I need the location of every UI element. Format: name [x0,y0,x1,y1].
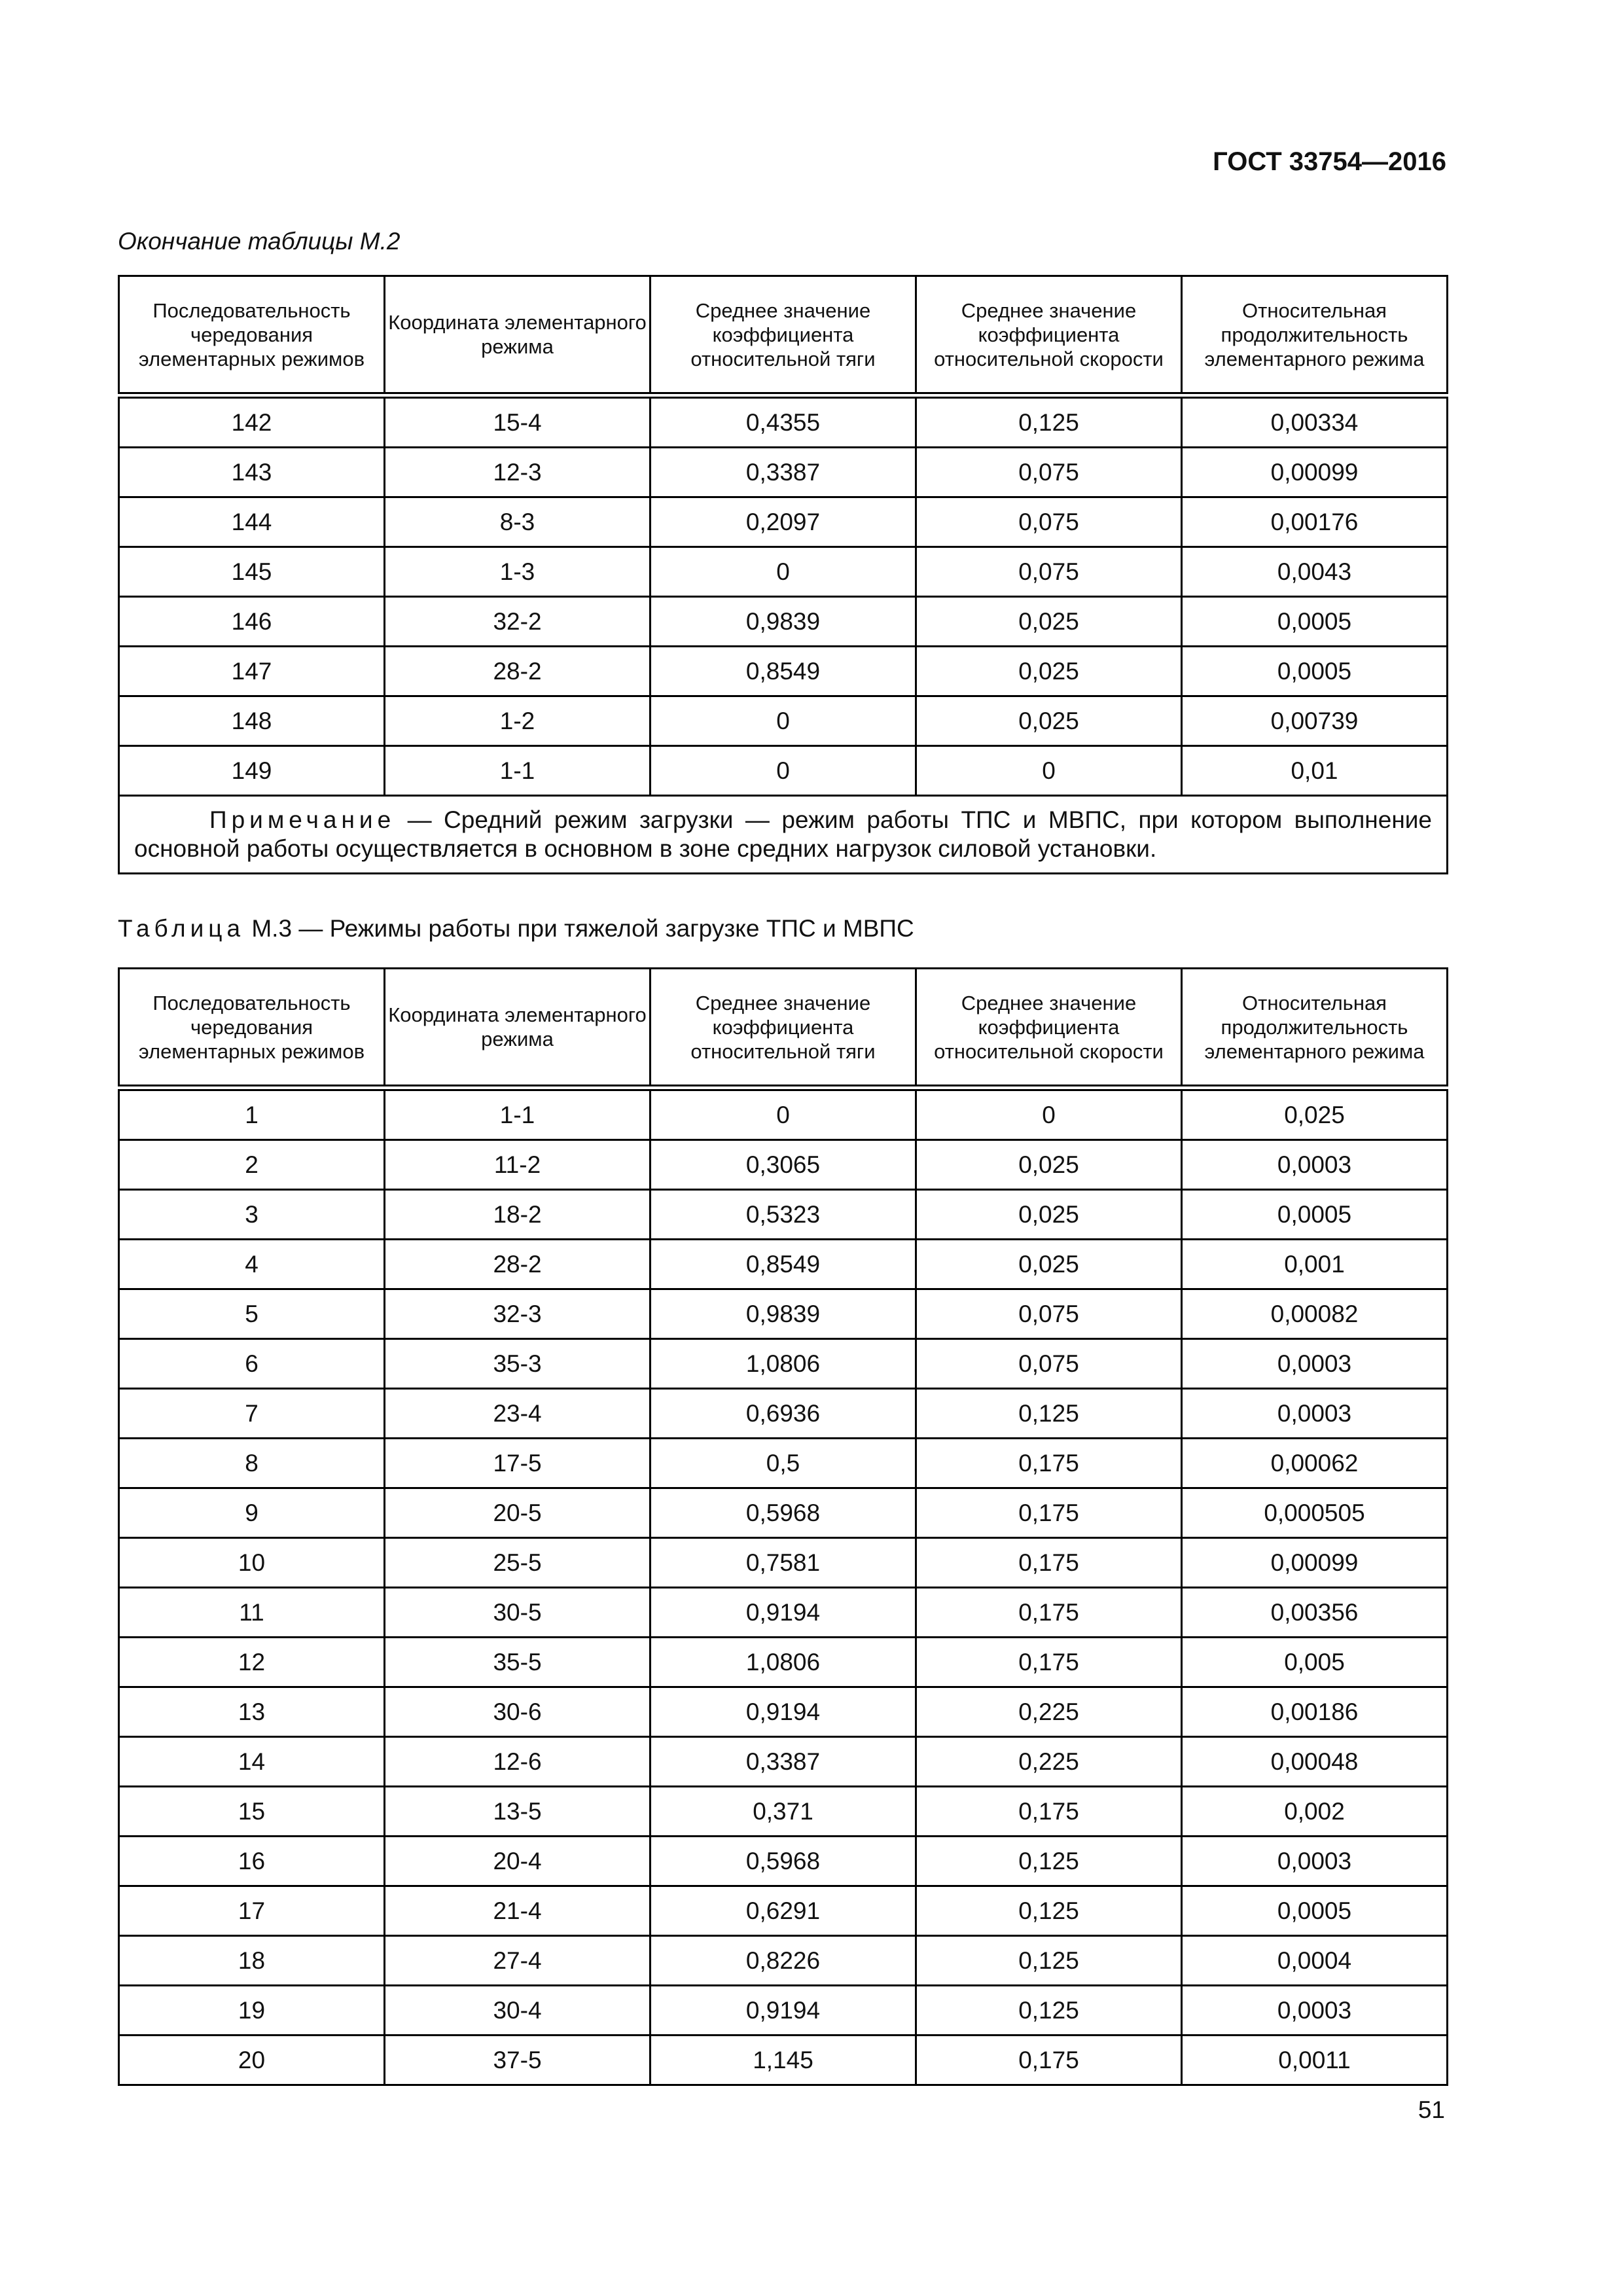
table-cell: 6 [119,1339,385,1389]
table-cell: 0,175 [916,2036,1182,2085]
table-row [119,1936,1448,1986]
table-cell: 0,9194 [651,1986,916,2036]
table-cell: 0 [651,746,916,796]
table-cell: 0,5968 [651,1488,916,1538]
table-cell: 1-3 [385,547,651,597]
table-cell: 0,0003 [1182,1389,1448,1439]
table-m3 [118,967,1448,2086]
table-cell: 0,00739 [1182,696,1448,746]
column-header-duration: Относительная продолжительность элементарного режима [1182,276,1448,396]
table-cell: 0,175 [916,1787,1182,1837]
column-header-coordinate: Координата элементарного режима [385,969,651,1088]
table-row [119,547,1448,597]
table-cell: 8 [119,1439,385,1488]
column-header-sequence: Последовательность чередования элементарных режимов [119,969,385,1088]
table-cell: 0,000505 [1182,1488,1448,1538]
column-header-speed: Среднее значение коэффициента относительной скорости [916,276,1182,396]
table-cell: 0,075 [916,497,1182,547]
table-cell: 0,0003 [1182,1837,1448,1886]
table-row [119,1190,1448,1240]
table-cell: 32-2 [385,597,651,647]
table-cell: 0,0003 [1182,1140,1448,1190]
table-cell: 0,125 [916,1936,1182,1986]
table-cell: 5 [119,1289,385,1339]
table-cell: 0,075 [916,1289,1182,1339]
table-row [119,647,1448,696]
table-cell: 10 [119,1538,385,1588]
table-cell: 0,0011 [1182,2036,1448,2085]
table-cell: 0,0005 [1182,647,1448,696]
table-cell: 0 [916,746,1182,796]
table-cell: 12-6 [385,1737,651,1787]
table-cell: 0,025 [916,647,1182,696]
table-cell: 11-2 [385,1140,651,1190]
table-row [119,2036,1448,2085]
table-cell: 30-5 [385,1588,651,1638]
table-cell: 28-2 [385,1240,651,1289]
table-cell: 0,01 [1182,746,1448,796]
table-cell: 37-5 [385,2036,651,2085]
table-cell: 0,0005 [1182,1886,1448,1936]
table-cell: 0,0005 [1182,1190,1448,1240]
table-row [119,597,1448,647]
table-row [119,1687,1448,1737]
table-cell: 0,371 [651,1787,916,1837]
note-label: Примечание [209,806,396,833]
table-cell: 15 [119,1787,385,1837]
table-row [119,746,1448,796]
table-cell: 0,2097 [651,497,916,547]
table-cell: 27-4 [385,1936,651,1986]
column-header-coordinate: Координата элементарного режима [385,276,651,396]
table-cell: 0,00186 [1182,1687,1448,1737]
table-cell: 0,125 [916,395,1182,448]
table-cell: 0,9839 [651,597,916,647]
table-cell: 0,4355 [651,395,916,448]
table-header-row [119,969,1448,1088]
table-row [119,1787,1448,1837]
table-cell: 0,075 [916,448,1182,497]
table-cell: 13 [119,1687,385,1737]
table-cell: 30-4 [385,1986,651,2036]
table-cell: 0,0005 [1182,597,1448,647]
table-row [119,1439,1448,1488]
table-cell: 17-5 [385,1439,651,1488]
table-cell: 0,175 [916,1488,1182,1538]
column-header-sequence: Последовательность чередования элементарных режимов [119,276,385,396]
table-cell: 0,002 [1182,1787,1448,1837]
table-cell: 0,00099 [1182,1538,1448,1588]
table-cell: 14 [119,1737,385,1787]
table-cell: 0,0004 [1182,1936,1448,1986]
table-body [119,1088,1448,2085]
table-row [119,1289,1448,1339]
table-cell: 21-4 [385,1886,651,1936]
table-cell: 0,175 [916,1439,1182,1488]
table-cell: 0,005 [1182,1638,1448,1687]
table-cell: 149 [119,746,385,796]
table-cell: 20-5 [385,1488,651,1538]
table-cell: 0 [651,696,916,746]
table-cell: 143 [119,448,385,497]
table-cell: 32-3 [385,1289,651,1339]
table-row [119,1538,1448,1588]
column-header-duration: Относительная продолжительность элементарного режима [1182,969,1448,1088]
table-cell: 144 [119,497,385,547]
table-cell: 4 [119,1240,385,1289]
table-cell: 13-5 [385,1787,651,1837]
table-cell: 3 [119,1190,385,1240]
table-cell: 142 [119,395,385,448]
table-cell: 0,075 [916,1339,1182,1389]
table-cell: 0,9839 [651,1289,916,1339]
table-cell: 0,00082 [1182,1289,1448,1339]
table-body [119,395,1448,796]
table-cell: 0,00176 [1182,497,1448,547]
table-cell: 20 [119,2036,385,2085]
table-cell: 0,225 [916,1737,1182,1787]
table-cell: 20-4 [385,1837,651,1886]
table-cell: 0,125 [916,1837,1182,1886]
note-text: — Средний режим загрузки — режим работы ТПС и МВПС, при котором выполнение основной работы осуществляется в основном в зоне средних нагрузок силовой установки. [134,806,1432,862]
table-cell: 0,6291 [651,1886,916,1936]
table-row [119,1140,1448,1190]
table-cell: 0 [916,1088,1182,1140]
table-cell: 1,0806 [651,1339,916,1389]
table-row [119,1488,1448,1538]
table-cell: 0,9194 [651,1588,916,1638]
table-row [119,1240,1448,1289]
table-cell: 0,075 [916,547,1182,597]
table-caption-label: Таблица [118,915,245,942]
table-cell: 0,175 [916,1638,1182,1687]
table-cell: 11 [119,1588,385,1638]
table-cell: 0,001 [1182,1240,1448,1289]
table-cell: 0,025 [916,1190,1182,1240]
table-row [119,1638,1448,1687]
table-cell: 0,9194 [651,1687,916,1737]
table-cell: 0,3387 [651,1737,916,1787]
table-cell: 16 [119,1837,385,1886]
table-m2-end [118,275,1448,874]
table-m3-caption [118,915,914,942]
table-cell: 0,5 [651,1439,916,1488]
table-cell: 1-2 [385,696,651,746]
table-cell: 0,3065 [651,1140,916,1190]
table-cell: 0,025 [916,696,1182,746]
page-number: 51 [1418,2096,1445,2123]
table-cell: 18-2 [385,1190,651,1240]
table-cell: 0,025 [916,1140,1182,1190]
table-cell: 147 [119,647,385,696]
table-continuation-caption: Окончание таблицы М.2 [118,228,401,255]
table-cell: 1,0806 [651,1638,916,1687]
table-cell: 0,175 [916,1538,1182,1588]
table-header-row [119,276,1448,396]
table-cell: 0,00356 [1182,1588,1448,1638]
table-cell: 35-3 [385,1339,651,1389]
table-cell: 0,225 [916,1687,1182,1737]
table-cell: 0,00099 [1182,448,1448,497]
table-cell: 1-1 [385,746,651,796]
table-cell: 28-2 [385,647,651,696]
table-cell: 0,3387 [651,448,916,497]
table-cell: 0,0043 [1182,547,1448,597]
table-cell: 0,025 [916,1240,1182,1289]
table-cell: 0,125 [916,1389,1182,1439]
table-cell: 0,5968 [651,1837,916,1886]
table-note [119,796,1448,874]
table-cell: 30-6 [385,1687,651,1737]
table-cell: 7 [119,1389,385,1439]
table-cell: 0 [651,1088,916,1140]
table-cell: 0 [651,547,916,597]
table-row [119,1588,1448,1638]
table-cell: 148 [119,696,385,746]
table-cell: 15-4 [385,395,651,448]
table-cell: 0,8549 [651,647,916,696]
table-cell: 0,00334 [1182,395,1448,448]
table-cell: 1,145 [651,2036,916,2085]
note-row [119,796,1448,874]
table-cell: 0,00048 [1182,1737,1448,1787]
table-row [119,1837,1448,1886]
table-caption-title: М.3 — Режимы работы при тяжелой загрузке ТПС и МВПС [245,915,914,942]
table-cell: 146 [119,597,385,647]
table-cell: 2 [119,1140,385,1190]
table-row [119,497,1448,547]
table-cell: 0,6936 [651,1389,916,1439]
table-cell: 0,025 [1182,1088,1448,1140]
table-row [119,1737,1448,1787]
column-header-traction: Среднее значение коэффициента относительной тяги [651,969,916,1088]
table-row [119,395,1448,448]
table-cell: 0,125 [916,1886,1182,1936]
table-cell: 0,7581 [651,1538,916,1588]
table-cell: 0,8549 [651,1240,916,1289]
table-cell: 0,00062 [1182,1439,1448,1488]
table-cell: 25-5 [385,1538,651,1588]
table-cell: 23-4 [385,1389,651,1439]
table-cell: 1 [119,1088,385,1140]
table-cell: 18 [119,1936,385,1986]
table-cell: 0,125 [916,1986,1182,2036]
table-cell: 0,0003 [1182,1986,1448,2036]
table-cell: 0,0003 [1182,1339,1448,1389]
table-cell: 17 [119,1886,385,1936]
document-standard-number: ГОСТ 33754—2016 [1213,147,1446,176]
table-cell: 0,175 [916,1588,1182,1638]
table-cell: 145 [119,547,385,597]
table-cell: 19 [119,1986,385,2036]
table-row [119,1389,1448,1439]
column-header-speed: Среднее значение коэффициента относительной скорости [916,969,1182,1088]
table-cell: 0,025 [916,597,1182,647]
table-cell: 1-1 [385,1088,651,1140]
table-row [119,448,1448,497]
table-cell: 0,8226 [651,1936,916,1986]
table-cell: 0,5323 [651,1190,916,1240]
table-row [119,696,1448,746]
column-header-traction: Среднее значение коэффициента относительной тяги [651,276,916,396]
table-row [119,1088,1448,1140]
table-row [119,1886,1448,1936]
table-cell: 12-3 [385,448,651,497]
table-cell: 8-3 [385,497,651,547]
table-row [119,1339,1448,1389]
table-row [119,1986,1448,2036]
table-cell: 12 [119,1638,385,1687]
table-cell: 35-5 [385,1638,651,1687]
table-cell: 9 [119,1488,385,1538]
